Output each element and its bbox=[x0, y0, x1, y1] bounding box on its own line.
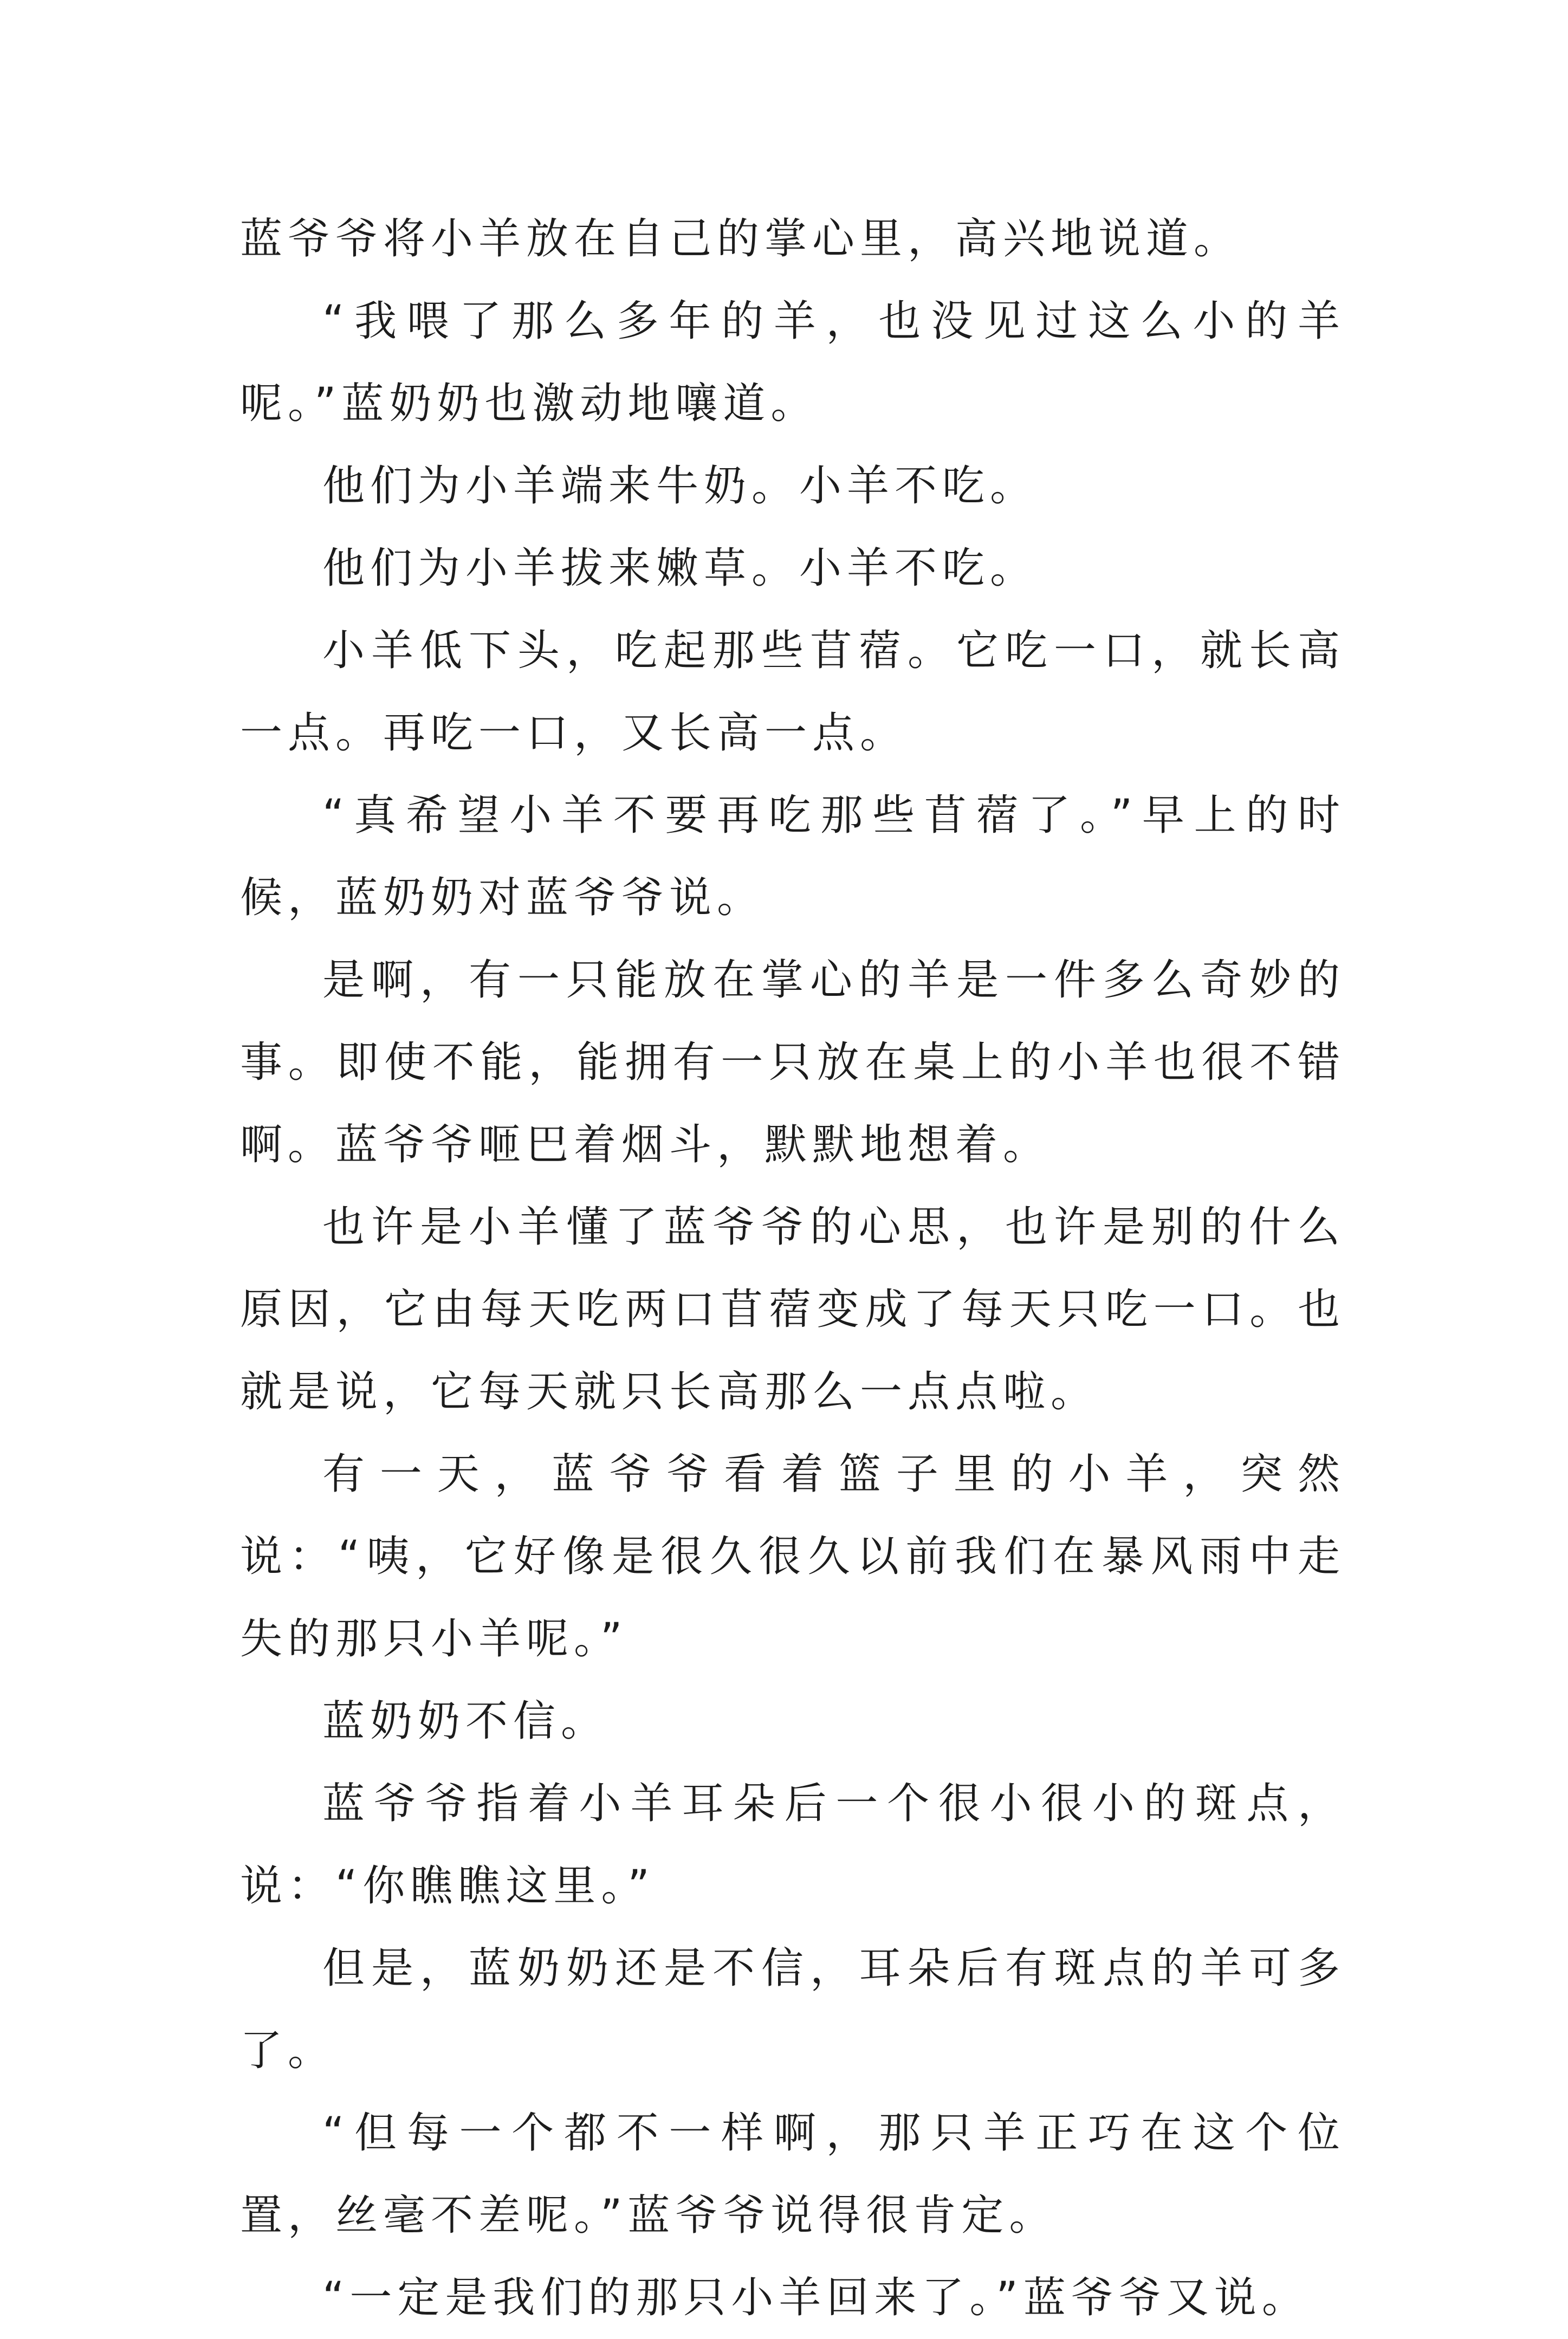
paragraph: 是啊，有一只能放在掌心的羊是一件多么奇妙的事。即使不能，能拥有一只放在桌上的小羊也很不错啊。蓝爷爷咂巴着烟斗，默默地想着。 bbox=[240, 956, 1345, 1169]
paragraph: 蓝爷爷将小羊放在自己的掌心里，高兴地说道。 bbox=[240, 215, 1242, 263]
paragraph: “但每一个都不一样啊，那只羊正巧在这个位置，丝毫不差呢。”蓝爷爷说得很肯定。 bbox=[240, 2109, 1345, 2240]
paragraph: “我喂了那么多年的羊，也没见过这么小的羊呢。”蓝奶奶也激动地嚷道。 bbox=[240, 297, 1345, 428]
paragraph: 他们为小羊拔来嫩草。小羊不吃。 bbox=[322, 544, 1038, 593]
paragraph: 有一天，蓝爷爷看着篮子里的小羊，突然说：“咦，它好像是很久很久以前我们在暴风雨中走失的那只小羊呢。” bbox=[240, 1450, 1345, 1663]
body-text bbox=[240, 198, 1345, 2339]
paragraph: “一定是我们的那只小羊回来了。”蓝爷爷又说。 bbox=[322, 2273, 1310, 2322]
paragraph: “真希望小羊不要再吃那些苜蓿了。”早上的时候，蓝奶奶对蓝爷爷说。 bbox=[240, 791, 1345, 922]
paragraph: 蓝爷爷指着小羊耳朵后一个很小很小的斑点，说：“你瞧瞧这里。” bbox=[240, 1779, 1345, 1910]
paragraph: 但是，蓝奶奶还是不信，耳朵后有斑点的羊可多了。 bbox=[240, 1944, 1345, 2075]
paragraph: 也许是小羊懂了蓝爷爷的心思，也许是别的什么原因，它由每天吃两口苜蓿变成了每天只吃一口。也就是说，它每天就只长高那么一点点啦。 bbox=[240, 1203, 1345, 1416]
paragraph: 小羊低下头，吃起那些苜蓿。它吃一口，就长高一点。再吃一口，又长高一点。 bbox=[240, 626, 1345, 757]
paragraph: 他们为小羊端来牛奶。小羊不吃。 bbox=[322, 462, 1038, 510]
paragraph: 蓝奶奶不信。 bbox=[322, 1697, 609, 1746]
